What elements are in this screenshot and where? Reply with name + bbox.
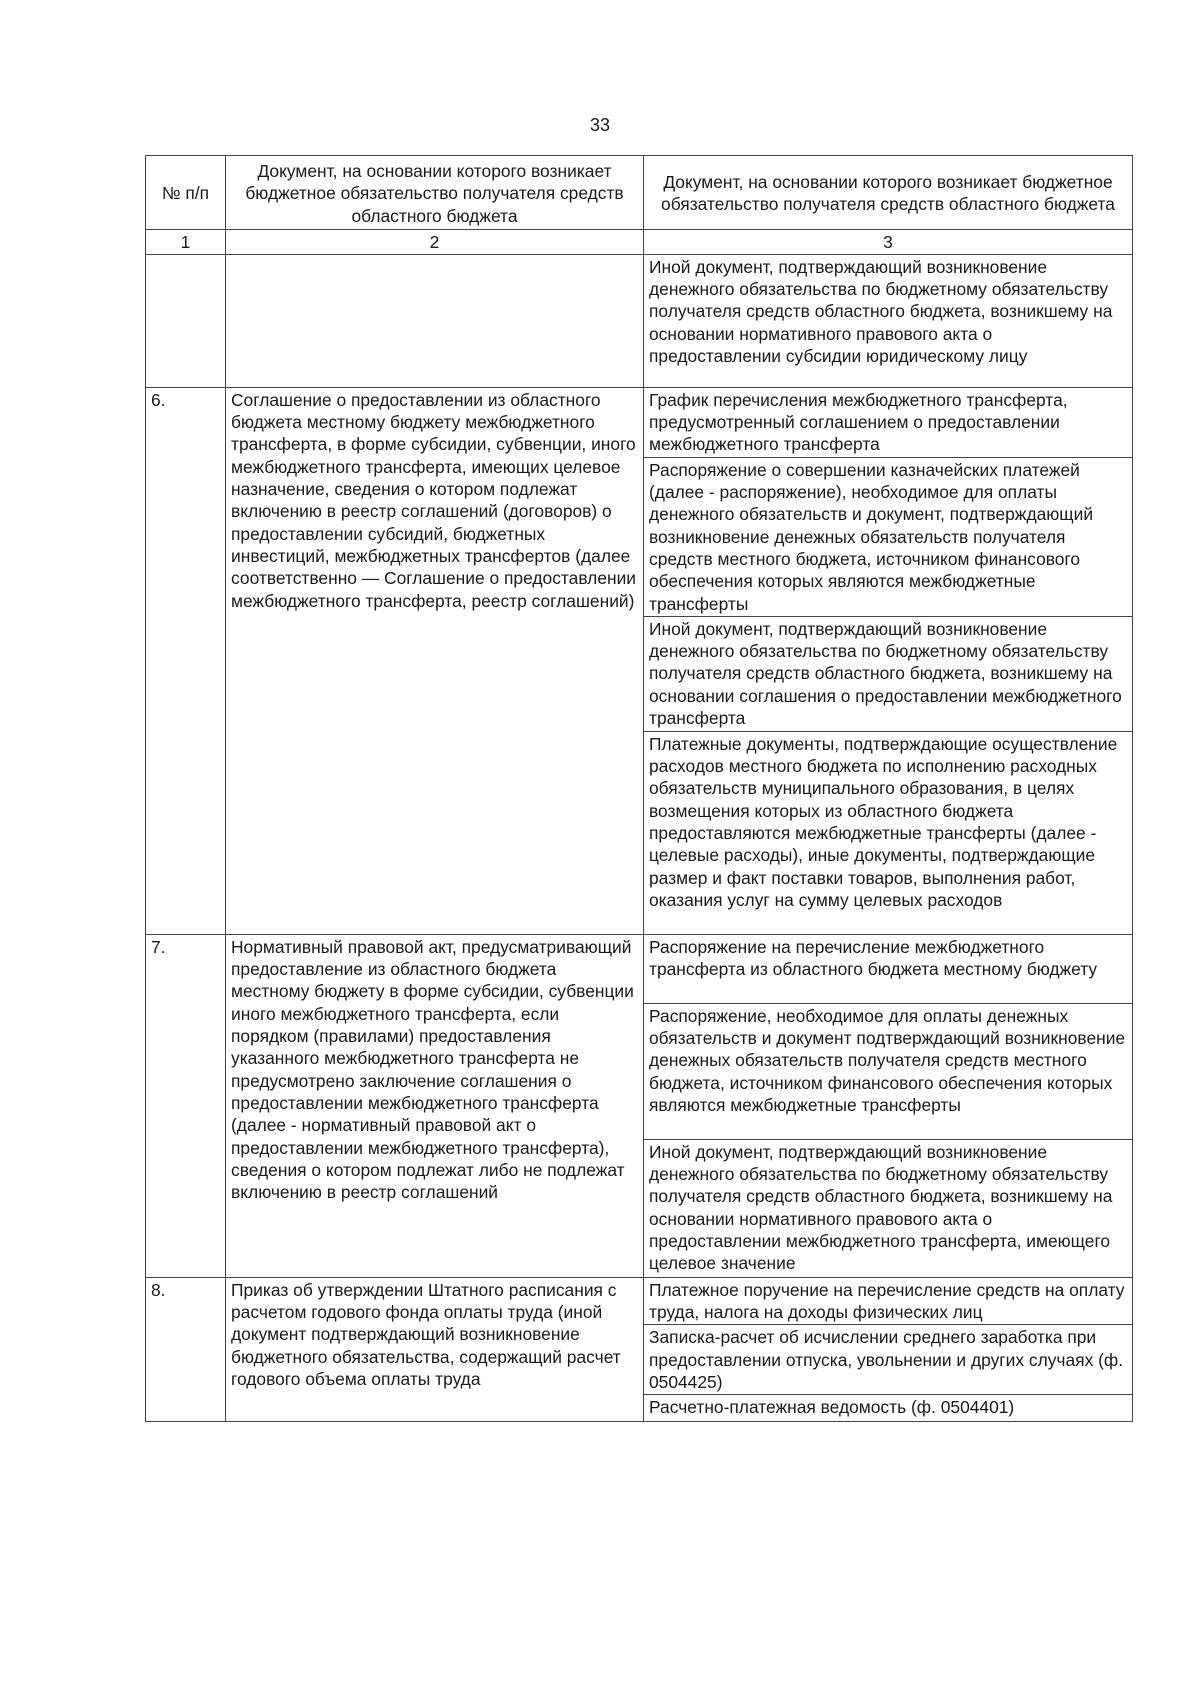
row-basis-cell: Распоряжение на перечисление межбюджетного трансферта из областного бюджета местному бюджету (644, 934, 1133, 1003)
header-document: Документ, на основании которого возникает бюджетное обязательство получателя средств областного бюджета (226, 156, 644, 230)
row-number-cell: 8. (146, 1277, 226, 1422)
table-row (146, 254, 1133, 387)
table-row (146, 387, 1133, 457)
budget-obligations-table (145, 155, 1133, 1422)
header-basis-document: Документ, на основании которого возникает бюджетное обязательство получателя средств областного бюджета (644, 156, 1133, 230)
row-number-cell: 7. (146, 934, 226, 1277)
row-basis-cell: Распоряжение, необходимое для оплаты денежных обязательств и документ подтверждающий возникновение денежных обязательств получателя средств местного бюджета, источником финансового обеспечения которых являются межбюджетные трансферты (644, 1003, 1133, 1139)
row-document-cell: Соглашение о предоставлении из областного бюджета местному бюджету межбюджетного трансферта, в форме субсидии, субвенции, иного межбюджетного трансферта, имеющих целевое назначение, сведения о котором подлежат включению в реестр соглашений (договоров) о предоставлении субсидий, бюджетных инвестиций, межбюджетных трансфертов (далее соответственно — Соглашение о предоставлении межбюджетного трансферта, реестр соглашений) (226, 387, 644, 934)
row-basis-cell: Иной документ, подтверждающий возникновение денежного обязательства по бюджетному обязательству получателя средств областного бюджета, возникшему на основании соглашения о предоставлении межбюджетного трансферта (644, 616, 1133, 731)
table-header-row (146, 156, 1133, 230)
row-document-cell (226, 254, 644, 387)
row-number-cell (146, 254, 226, 387)
row-basis-cell: Распоряжение о совершении казначейских платежей (далее - распоряжение), необходимое для оплаты денежного обязательств и документ, подтверждающий возникновение денежных обязательств получателя средств местного бюджета, источником финансового обеспечения которых являются межбюджетные трансферты (644, 457, 1133, 616)
column-index-row (146, 229, 1133, 254)
column-index: 1 (146, 229, 226, 254)
header-number: № п/п (146, 156, 226, 230)
row-basis-cell: Иной документ, подтверждающий возникновение денежного обязательства по бюджетному обязательству получателя средств областного бюджета, возникшему на основании нормативного правового акта о предоставлении субсидии юридическому лицу (644, 254, 1133, 387)
table-row (146, 934, 1133, 1003)
column-index: 3 (644, 229, 1133, 254)
row-document-cell: Приказ об утверждении Штатного расписания с расчетом годового фонда оплаты труда (иной документ подтверждающий возникновение бюджетного обязательства, содержащий расчет годового объема оплаты труда (226, 1277, 644, 1422)
page-number: 33 (589, 115, 611, 135)
row-basis-cell: Платежные документы, подтверждающие осуществление расходов местного бюджета по исполнению расходных обязательств муниципального образования, в целях возмещения которых из областного бюджета предоставляются межбюджетные трансферты (далее - целевые расходы), иные документы, подтверждающие размер и факт поставки товаров, выполнения работ, оказания услуг на сумму целевых расходов (644, 731, 1133, 934)
row-basis-cell: Иной документ, подтверждающий возникновение денежного обязательства по бюджетному обязательству получателя средств областного бюджета, возникшему на основании нормативного правового акта о предоставлении межбюджетного трансферта, имеющего целевое значение (644, 1139, 1133, 1277)
table-row (146, 1277, 1133, 1325)
row-basis-cell: Расчетно-платежная ведомость (ф. 0504401) (644, 1395, 1133, 1422)
column-index: 2 (226, 229, 644, 254)
row-document-cell: Нормативный правовой акт, предусматривающий предоставление из областного бюджета местному бюджету в форме субсидии, субвенции иного межбюджетного трансферта, если порядком (правилами) предоставления указанного межбюджетного трансферта не предусмотрено заключение соглашения о предоставлении межбюджетного трансферта (далее - нормативный правовой акт о предоставлении межбюджетного трансферта), сведения о котором подлежат либо не подлежат включению в реестр соглашений (226, 934, 644, 1277)
row-basis-cell: График перечисления межбюджетного трансферта, предусмотренный соглашением о предоставлении межбюджетного трансферта (644, 387, 1133, 457)
row-number-cell: 6. (146, 387, 226, 934)
row-basis-cell: Записка-расчет об исчислении среднего заработка при предоставлении отпуска, увольнении и других случаях (ф. 0504425) (644, 1325, 1133, 1395)
row-basis-cell: Платежное поручение на перечисление средств на оплату труда, налога на доходы физических лиц (644, 1277, 1133, 1325)
